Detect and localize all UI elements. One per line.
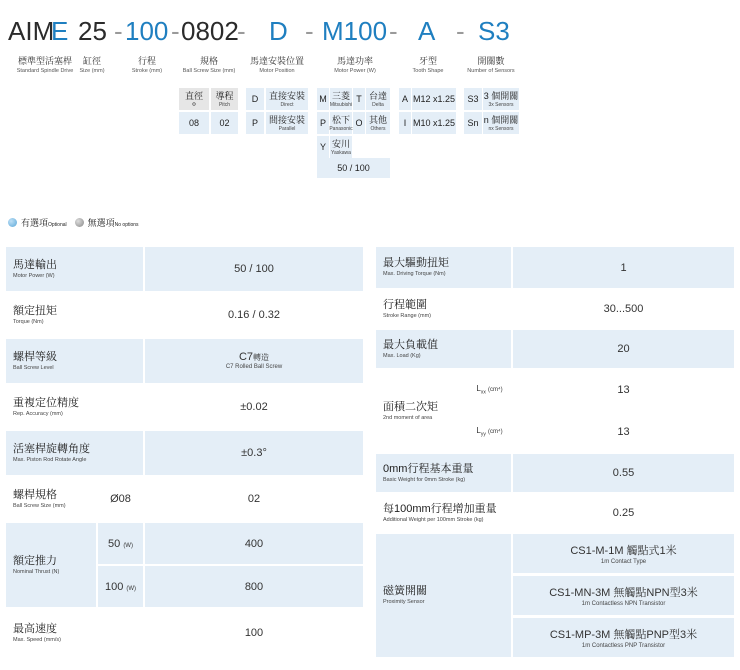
brand-others: 其他 Others — [366, 112, 390, 134]
code-motor-position: D — [269, 16, 288, 46]
motor-position-direct: 直接安裝 Direct — [266, 88, 308, 110]
motor-power-options: 50 / 100 — [317, 158, 390, 178]
label-screw-level: 螺桿等級 Ball Screw Level — [6, 339, 143, 383]
value-moment-lyy: 13 — [513, 412, 734, 452]
sub-moment-lxx: $L_{xx}$ (cm⁴) — [468, 370, 511, 410]
brand-code-p: P — [317, 112, 329, 134]
code-dash-3: - — [237, 16, 246, 46]
sensor-code-sn: Sn — [464, 112, 482, 134]
sensor-option-npn: CS1-MN-3M 無觸點NPN型3米 1m Contactless NPN Transistor — [513, 576, 734, 615]
value-moment-lxx: 13 — [513, 370, 734, 410]
brand-yaskawa: 安川 Yaskawa — [330, 136, 352, 158]
tooth-m10: M10 x1.25 — [412, 112, 456, 134]
header-sensors: 開關數 Number of Sensors — [467, 56, 515, 74]
tooth-code-i: I — [399, 112, 411, 134]
sub-moment-lyy: $L_{yy}$ (cm⁴) — [468, 412, 511, 452]
value-max-driving-torque: 1 — [513, 247, 734, 288]
motor-position-code-d: D — [246, 88, 264, 110]
code-dash-2: - — [171, 16, 180, 46]
header-tooth: 牙型 Tooth Shape — [412, 56, 444, 74]
header-size: 缸徑 Size (mm) — [79, 56, 105, 74]
label-second-moment: 面積二次矩 2nd moment of area — [376, 370, 466, 452]
header-stroke: 行程 Stroke (mm) — [131, 56, 163, 74]
tooth-m12: M12 x1.25 — [412, 88, 456, 110]
legend — [8, 216, 139, 229]
code-dash-1: - — [114, 16, 123, 46]
code-dash-5: - — [389, 16, 398, 46]
brand-code-y: Y — [317, 136, 329, 158]
label-nominal-thrust: 額定推力 Nominal Thrust (N) — [6, 523, 96, 607]
value-thrust-100w: 800 — [145, 566, 363, 607]
sensor-option-contact: CS1-M-1M 觸點式1米 1m Contact Type — [513, 534, 734, 573]
value-max-load: 20 — [513, 330, 734, 368]
header-screw: 規格 Ball Screw Size (mm) — [182, 56, 236, 74]
label-stroke-range: 行程範圍 Stroke Range (mm) — [376, 290, 511, 328]
value-repeat-accuracy: ±0.02 — [145, 385, 363, 429]
label-repeat-accuracy: 重複定位精度 Rep. Accuracy (mm) — [6, 385, 143, 429]
code-stroke: 100 — [125, 16, 169, 46]
code-tooth: A — [418, 16, 436, 46]
spec-pitch-value: 02 — [211, 112, 238, 134]
header-type: 標準型活塞桿 Standard Spindle Drive — [16, 56, 74, 74]
code-aim: AIM — [8, 16, 55, 46]
sensor-code-s3: S3 — [464, 88, 482, 110]
brand-code-t: T — [353, 88, 365, 110]
brand-mitsubishi: 三菱 Mitsubishi — [330, 88, 352, 110]
code-screw: 0802 — [181, 16, 239, 46]
spec-header-pitch: 導程 Pitch — [211, 88, 238, 110]
code-motor-power: M100 — [322, 16, 388, 46]
value-screw-size: 02 — [145, 477, 363, 521]
sub-screw-size: Ø08 — [98, 477, 143, 521]
label-rotate-angle: 活塞桿旋轉角度 Max. Piston Rod Rotate Angle — [6, 431, 143, 475]
brand-code-o: O — [353, 112, 365, 134]
value-stroke-range: 30...500 — [513, 290, 734, 328]
code-dash-6: - — [456, 16, 465, 46]
label-max-driving-torque: 最大驅動扭矩 Max. Driving Torque (Nm) — [376, 247, 511, 288]
value-motor-power: 50 / 100 — [145, 247, 363, 291]
value-add-weight: 0.25 — [513, 494, 734, 532]
code-sensors: S3 — [478, 16, 510, 46]
legend-no-options: 無選項No options — [87, 218, 139, 228]
label-add-weight: 每100mm行程增加重量 Additional Weight per 100mm Stroke (kg) — [376, 494, 511, 532]
value-screw-level: C7轉造 C7 Rolled Ball Screw — [145, 339, 363, 383]
label-max-speed: 最高速度 Max. Speed (mm/s) — [6, 609, 143, 657]
spec-diameter-value: 08 — [179, 112, 209, 134]
brand-delta: 台達 Delta — [366, 88, 390, 110]
tooth-code-a: A — [399, 88, 411, 110]
sensor-option-pnp: CS1-MP-3M 無觸點PNP型3米 1m Contactless PNP Transistor — [513, 618, 734, 657]
optional-dot-icon — [8, 218, 17, 227]
sub-thrust-50w: 50 (W) — [98, 523, 143, 564]
header-motor-power: 馬達功率 Motor Power (W) — [334, 56, 376, 74]
header-motor-position: 馬達安裝位置 Motor Position — [249, 56, 304, 74]
sub-thrust-100w: 100 (W) — [98, 566, 143, 607]
value-rotate-angle: ±0.3° — [145, 431, 363, 475]
code-size: 25 — [78, 16, 107, 46]
value-max-speed: 100 — [145, 609, 363, 657]
motor-position-code-p: P — [246, 112, 264, 134]
value-rated-torque: 0.16 / 0.32 — [145, 293, 363, 337]
code-dash-4: - — [305, 16, 314, 46]
value-base-weight: 0.55 — [513, 454, 734, 492]
brand-panasonic: 松下 Panasonic — [330, 112, 352, 134]
value-thrust-50w: 400 — [145, 523, 363, 564]
label-rated-torque: 額定扭矩 Torque (Nm) — [6, 293, 143, 337]
sensor-3x: 3 個開關 3x Sensors — [483, 88, 519, 110]
brand-code-m: M — [317, 88, 329, 110]
legend-optional: 有選項Optional — [21, 218, 67, 228]
label-base-weight: 0mm行程基本重量 Basic Weight for 0mm Stroke (kg) — [376, 454, 511, 492]
code-e: E — [51, 16, 69, 46]
motor-position-parallel: 間接安裝 Parallel — [266, 112, 308, 134]
label-proximity-sensor: 磁簧開關 Proximity Sensor — [376, 534, 511, 657]
sensor-nx: n 個開關 nx Sensors — [483, 112, 519, 134]
label-max-load: 最大負載值 Max. Load (Kg) — [376, 330, 511, 368]
label-screw-size: 螺桿規格 Ball Screw Size (mm) — [6, 477, 96, 521]
label-motor-power: 馬達輸出 Motor Power (W) — [6, 247, 143, 291]
no-options-dot-icon — [75, 218, 84, 227]
spec-header-diameter: 直徑 Φ — [179, 88, 209, 110]
